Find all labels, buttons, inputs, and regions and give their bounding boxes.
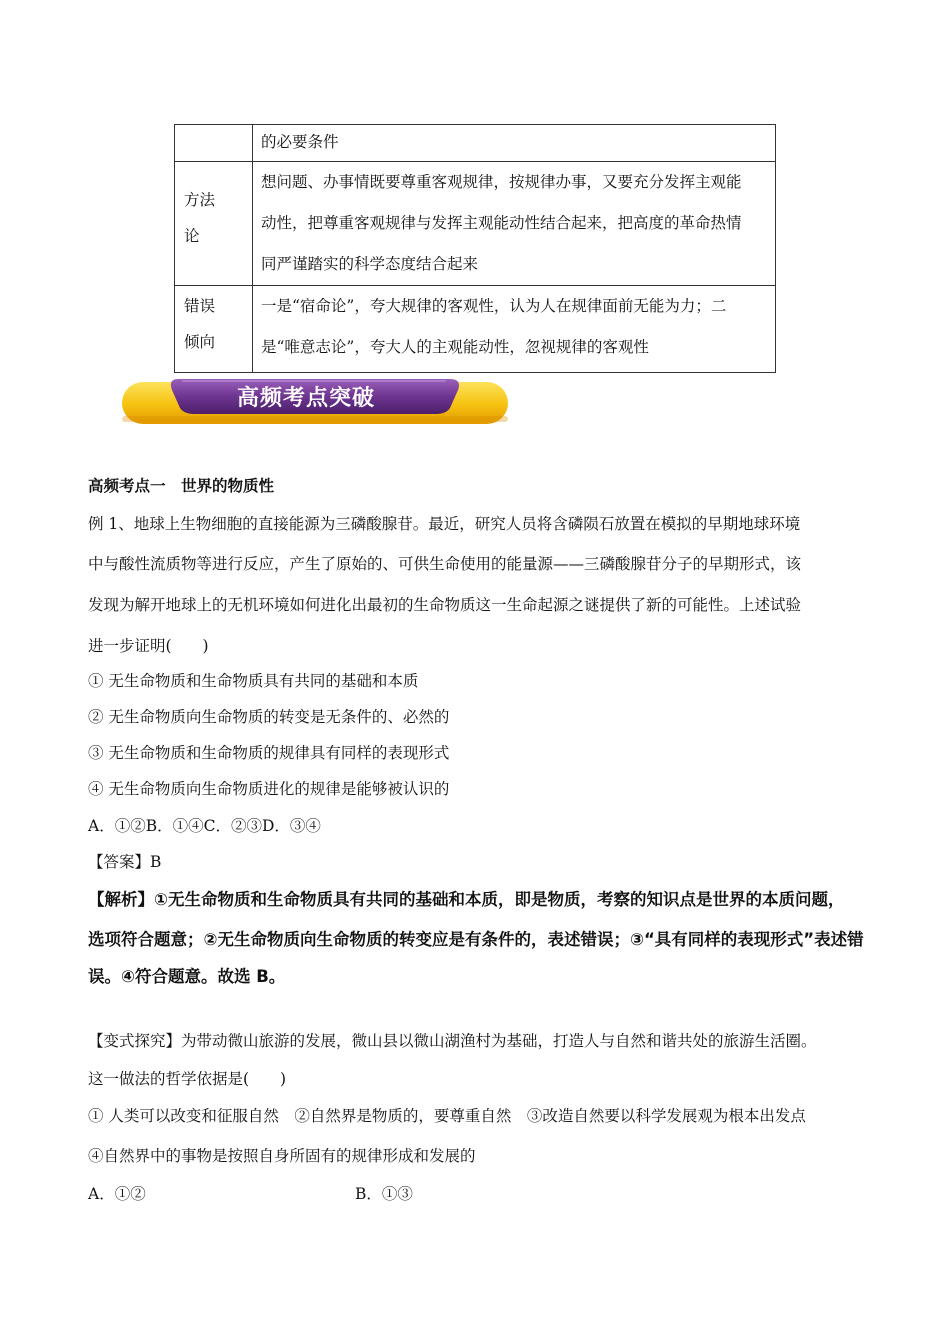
example-option: ④ 无生命物质向生命物质进化的规律是能够被认识的 xyxy=(88,780,450,798)
table-row-body xyxy=(253,286,776,373)
table-head-line: 错误 xyxy=(184,297,216,315)
example-option: ① 无生命物质和生命物质具有共同的基础和本质 xyxy=(88,672,419,690)
table-row-body xyxy=(253,162,776,286)
table-cell-text: 的必要条件 xyxy=(261,133,339,151)
variant-stem-line: 【变式探究】为带动微山旅游的发展，微山县以微山湖渔村为基础，打造人与自然和谐共处的旅游生活圈。 xyxy=(88,1032,817,1050)
variant-choice-a: A．①② xyxy=(88,1185,146,1203)
section-banner xyxy=(120,376,510,428)
table-row xyxy=(175,286,776,373)
table-row xyxy=(175,125,776,162)
example-stem-line: 进一步证明( ) xyxy=(88,637,209,655)
example-stem-line: 发现为解开地球上的无机环境如何进化出最初的生命物质这一生命起源之谜提供了新的可能性。上述试验 xyxy=(88,596,802,614)
table-cell-line: 一是“宿命论”，夸大规律的客观性，认为人在规律面前无能为力；二 xyxy=(261,297,727,315)
variant-options-line: ④自然界中的事物是按照自身所固有的规律形成和发展的 xyxy=(88,1147,476,1165)
table-row xyxy=(175,162,776,286)
section-title: 高频考点一 世界的物质性 xyxy=(88,476,275,495)
table-head-line: 倾向 xyxy=(184,333,216,351)
example-stem-line: 例 1、地球上生物细胞的直接能源为三磷酸腺苷。最近，研究人员将含磷陨石放置在模拟的早期地球环境 xyxy=(88,515,801,533)
variant-stem-line: 这一做法的哲学依据是( ) xyxy=(88,1070,287,1088)
example-stem-line: 中与酸性流质物等进行反应，产生了原始的、可供生命使用的能量源——三磷酸腺苷分子的早期形式，该 xyxy=(88,555,802,573)
banner-title: 高频考点突破 xyxy=(236,385,375,411)
table-cell-line: 是“唯意志论”，夸大人的主观能动性，忽视规律的客观性 xyxy=(261,338,649,356)
table-cell-line: 想问题、办事情既要尊重客观规律，按规律办事，又要充分发挥主观能 xyxy=(261,173,742,191)
example-analysis-line: 选项符合题意；②无生命物质向生命物质的转变应是有条件的，表述错误；③“具有同样的表现形式”表述错 xyxy=(88,930,864,949)
table-row-head xyxy=(175,125,253,162)
example-analysis-line: 【解析】①无生命物质和生命物质具有共同的基础和本质，即是物质，考察的知识点是世界的本质问题， xyxy=(88,890,845,909)
table-head-line: 论 xyxy=(184,227,200,245)
example-option: ③ 无生命物质和生命物质的规律具有同样的表现形式 xyxy=(88,744,450,762)
table-row-body xyxy=(253,125,776,162)
table-cell-line: 动性，把尊重客观规律与发挥主观能动性结合起来，把高度的革命热情 xyxy=(261,214,742,232)
table-cell-line: 同严谨踏实的科学态度结合起来 xyxy=(261,255,479,273)
summary-table xyxy=(174,124,776,373)
example-choices: A．①②B．①④C．②③D．③④ xyxy=(88,817,321,835)
variant-options-line: ① 人类可以改变和征服自然 ②自然界是物质的，要尊重自然 ③改造自然要以科学发展观为根本出发点 xyxy=(88,1107,806,1125)
table-head-line: 方法 xyxy=(184,191,216,209)
table-row-head xyxy=(175,286,253,373)
example-option: ② 无生命物质向生命物质的转变是无条件的、必然的 xyxy=(88,708,450,726)
example-analysis-line: 误。④符合题意。故选 B。 xyxy=(88,967,286,986)
table-row-head xyxy=(175,162,253,286)
variant-choice-b: B．①③ xyxy=(355,1185,413,1203)
example-answer: 【答案】B xyxy=(88,853,162,871)
